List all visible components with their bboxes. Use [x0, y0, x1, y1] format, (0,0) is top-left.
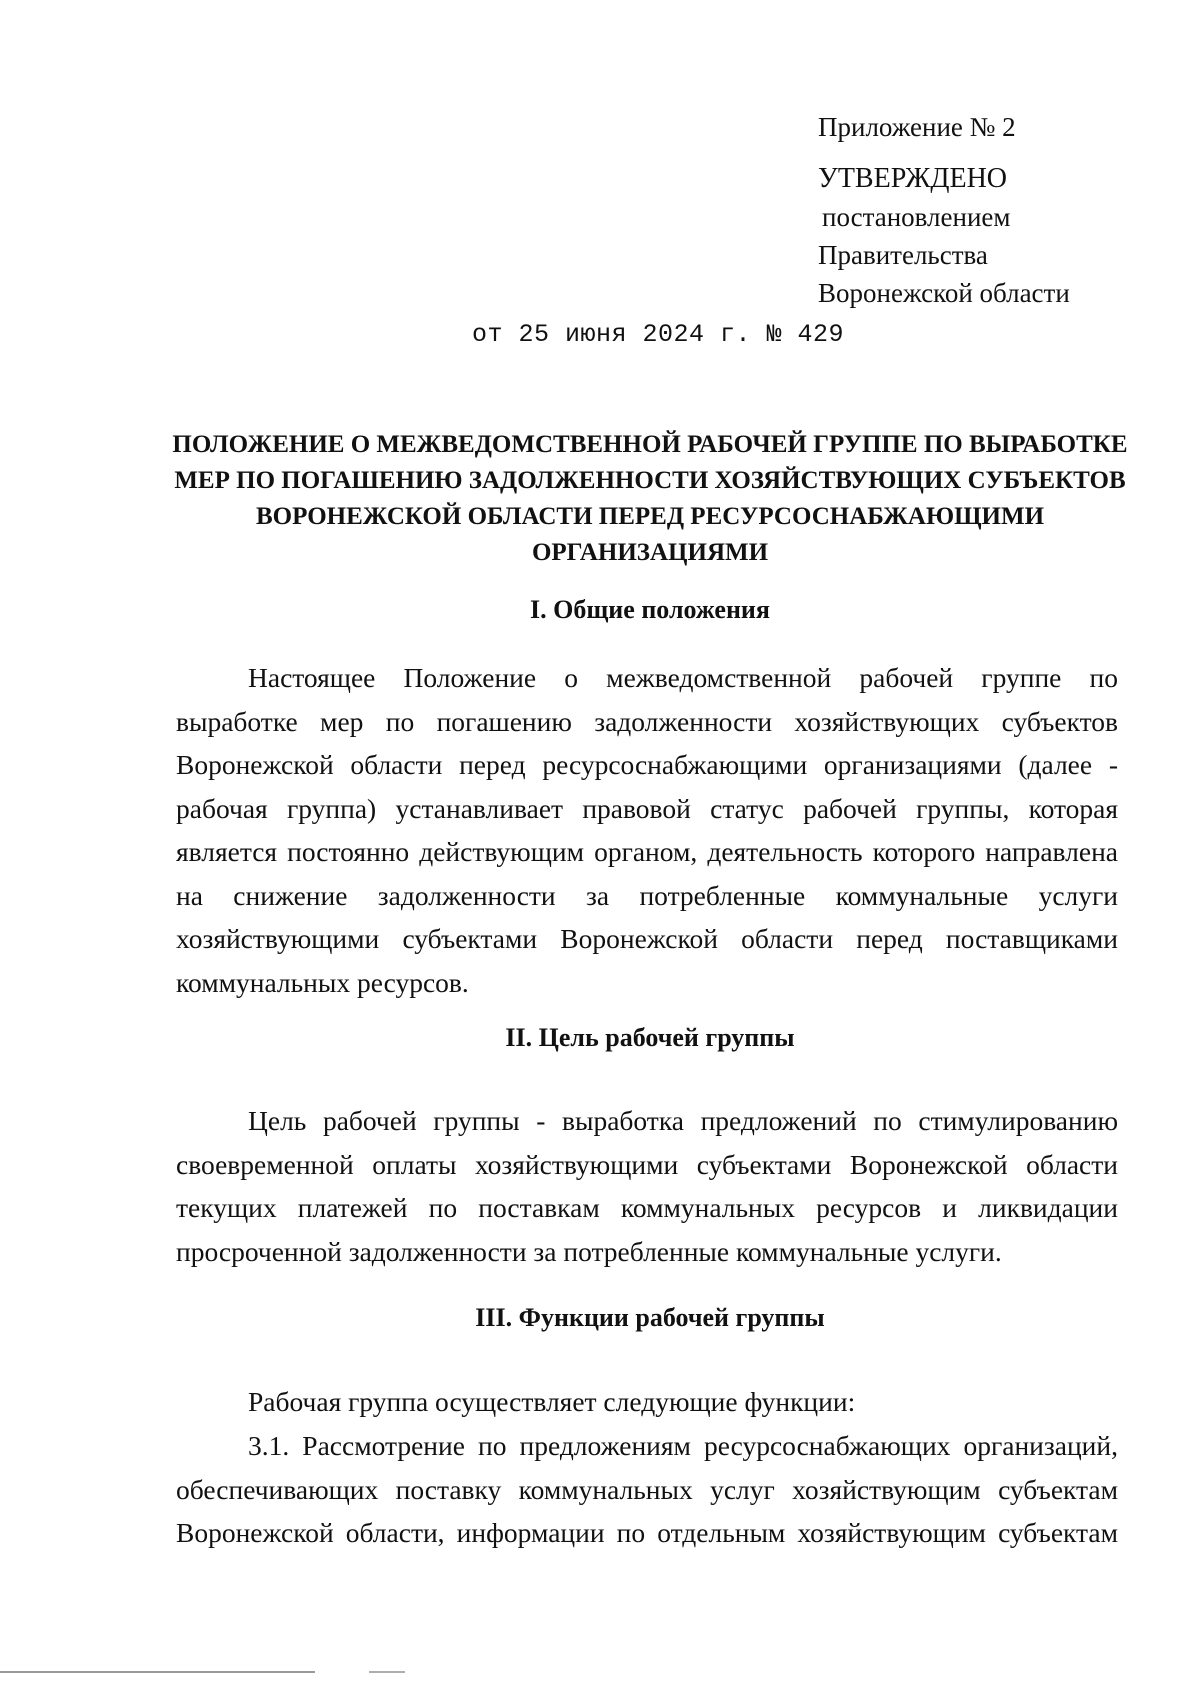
section-heading-goal: II. Цель рабочей группы — [505, 1023, 795, 1052]
scan-edge-line — [0, 1671, 450, 1673]
paragraph-function-3-1: 3.1. Рассмотрение по предложениям ресурсоснабжающих организаций, обеспечивающих поставку коммунальных услуг хозяйствующим субъектам Воронежской области, информации по отдельным хозяйствующим субъектам — [176, 1430, 1118, 1548]
section-heading-functions: III. Функции рабочей группы — [475, 1303, 825, 1332]
paragraph-goal: Цель рабочей группы - выработка предложений по стимулированию своевременной оплаты хозяйствующими субъектами Воронежской области текущих платежей по поставкам коммунальных ресурсов и ликвидации просроченной задолженности за потребленные коммунальные услуги. — [176, 1105, 1118, 1267]
paragraph-functions-intro: Рабочая группа осуществляет следующие функции: — [248, 1386, 856, 1417]
annex-label: Приложение № 2 — [818, 112, 1016, 142]
section-heading-general: I. Общие положения — [530, 595, 770, 624]
paragraph-general-provisions: Настоящее Положение о межведомственной рабочей группе по выработке мер по погашению задолженности хозяйствующих субъектов Воронежской области перед ресурсоснабжающими организациями (далее - рабочая группа) устанавливает правовой статус рабочей группы, которая является постоянно действующим органом, деятельность которого направлена на снижение задолженности за потребленные коммунальные услуги хозяйствующими субъектами Воронежской области перед поставщиками коммунальных ресурсов. — [176, 662, 1118, 998]
approved-label: УТВЕРЖДЕНО — [818, 163, 1008, 194]
approval-line-region: Воронежской области — [818, 278, 1070, 308]
approval-block — [818, 108, 1070, 312]
approval-line-decree: постановлением — [822, 202, 1011, 232]
decree-date-number: от 25 июня 2024 г. № 429 — [472, 320, 845, 349]
approval-line-government: Правительства — [818, 240, 988, 270]
document-title: ПОЛОЖЕНИЕ О МЕЖВЕДОМСТВЕННОЙ РАБОЧЕЙ ГРУППЕ ПО ВЫРАБОТКЕ МЕР ПО ПОГАШЕНИЮ ЗАДОЛЖЕННОСТИ ХОЗЯЙСТВУЮЩИХ СУБЪЕКТОВ ВОРОНЕЖСКОЙ ОБЛАСТИ ПЕРЕД РЕСУРСОСНАБЖАЮЩИМИ ОРГАНИЗАЦИЯМИ — [172, 431, 1128, 566]
